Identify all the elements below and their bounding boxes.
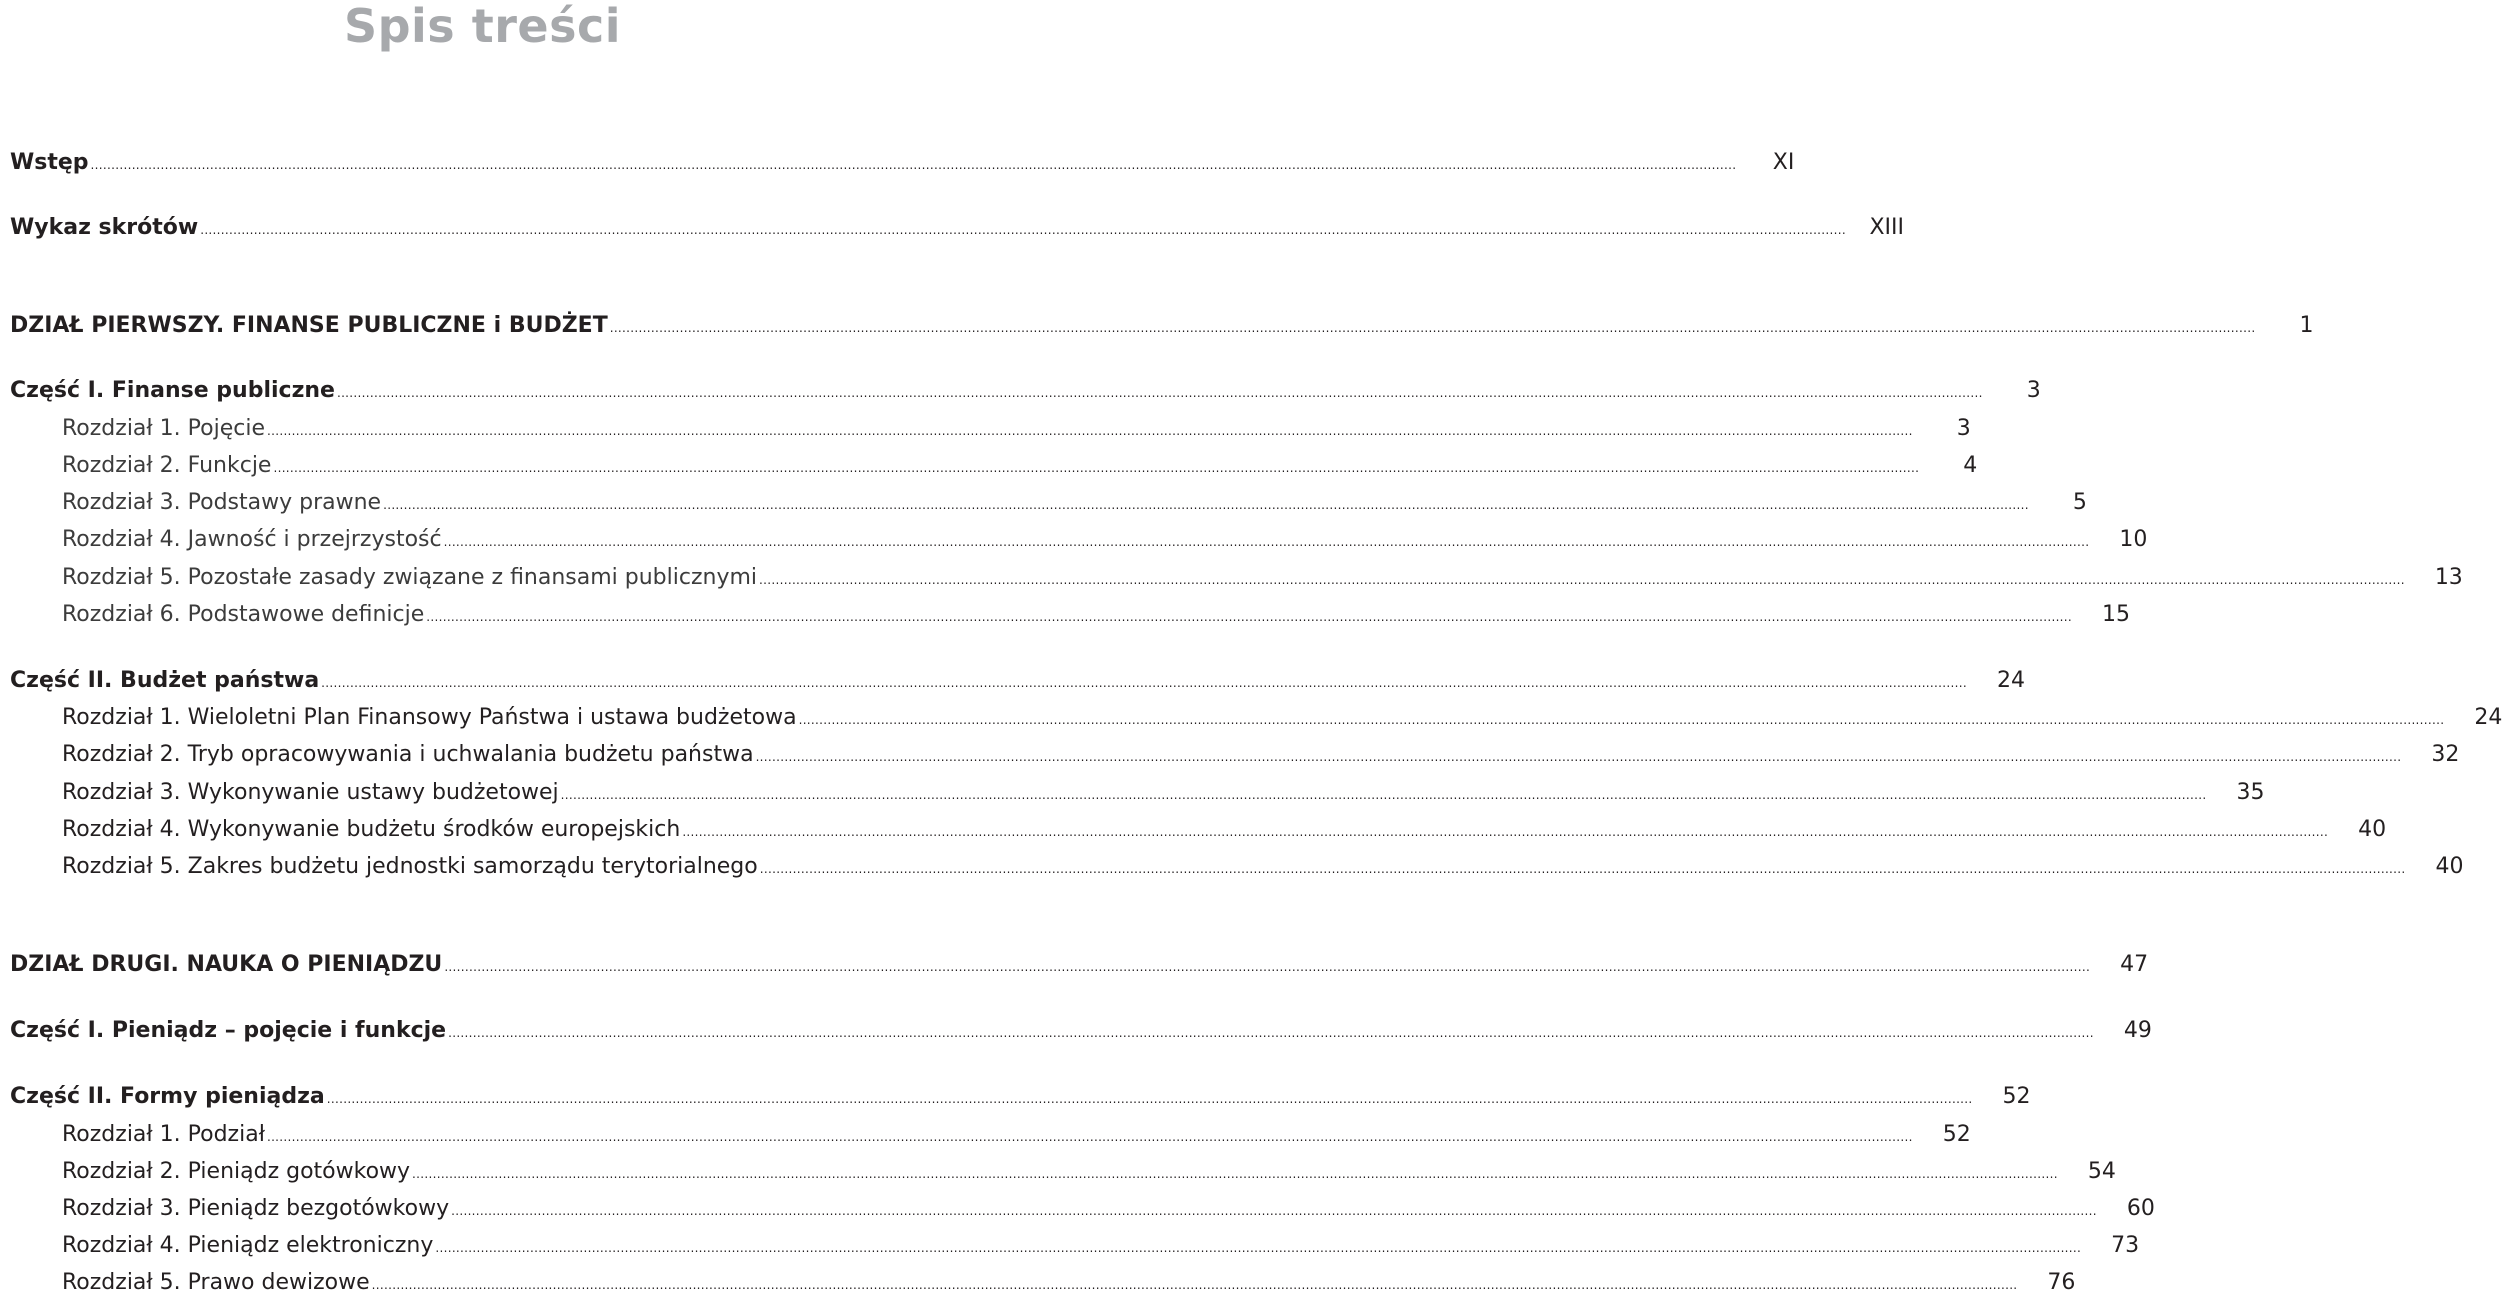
toc-entry-rozdzial[interactable]: [62, 561, 2463, 595]
toc-entry-label: Rozdział 1. Podział: [62, 1122, 265, 1147]
toc-entry-rozdzial[interactable]: [62, 776, 2265, 810]
toc-entry-czesc-2-formy[interactable]: [10, 1080, 2031, 1114]
toc-entry-label: DZIAŁ DRUGI. NAUKA O PIENIĄDZU: [10, 952, 443, 977]
leader-dots: ................................................................................................................................................................................................................................................................................................................................................................................................................: [412, 1167, 2058, 1181]
toc-entry-label: Rozdział 5. Pozostałe zasady związane z finansami publicznymi: [62, 565, 758, 590]
toc-entry-label: Rozdział 5. Prawo dewizowe: [62, 1270, 370, 1295]
leader-dots: ................................................................................................................................................................................................................................................................................................................................................................................................................: [371, 1278, 2018, 1292]
toc-entry-page: 52: [2002, 1084, 2031, 1109]
leader-dots: ................................................................................................................................................................................................................................................................................................................................................................................................................: [560, 788, 2207, 802]
toc-entry-page: 32: [2431, 742, 2460, 767]
toc-entry-label: Rozdział 2. Tryb opracowywania i uchwalania budżetu państwa: [62, 742, 754, 767]
leader-dots: ................................................................................................................................................................................................................................................................................................................................................................................................................: [435, 1241, 2082, 1255]
toc-entry-label: Rozdział 4. Wykonywanie budżetu środków europejskich: [62, 817, 681, 842]
toc-entry-rozdzial[interactable]: [62, 1118, 1971, 1152]
toc-entry-label: Rozdział 3. Wykonywanie ustawy budżetowej: [62, 780, 559, 805]
page-title: Spis treści: [343, 0, 621, 53]
toc-entry-label: Część I. Pieniądz – pojęcie i funkcje: [10, 1018, 447, 1043]
leader-dots: ................................................................................................................................................................................................................................................................................................................................................................................................................: [443, 535, 2090, 549]
leader-dots: ................................................................................................................................................................................................................................................................................................................................................................................................................: [266, 1130, 1913, 1144]
toc-entry-label: Rozdział 3. Podstawy prawne: [62, 490, 382, 515]
toc-entry-rozdzial[interactable]: [62, 449, 1978, 483]
toc-entry-page: 4: [1963, 453, 1978, 478]
toc-entry-czesc-1-finanse[interactable]: [10, 374, 2041, 408]
leader-dots: ................................................................................................................................................................................................................................................................................................................................................................................................................: [383, 498, 2029, 512]
toc-entry-page: 76: [2047, 1270, 2076, 1295]
toc-entry-label: Rozdział 4. Jawność i przejrzystość: [62, 527, 442, 552]
toc-entry-rozdzial[interactable]: [62, 813, 2387, 847]
toc-entry-rozdzial[interactable]: [62, 598, 2131, 632]
toc-entry-page: 5: [2072, 490, 2087, 515]
toc-entry-rozdzial[interactable]: [62, 412, 1971, 446]
toc-entry-label: Rozdział 1. Pojęcie: [62, 416, 265, 441]
toc-entry-page: 54: [2087, 1159, 2116, 1184]
toc-entry-rozdzial[interactable]: [62, 1192, 2155, 1226]
toc-entry-label: Rozdział 2. Funkcje: [62, 453, 272, 478]
toc-entry-wstep[interactable]: [10, 146, 1795, 180]
toc-entry-rozdzial[interactable]: [62, 523, 2148, 557]
leader-dots: ................................................................................................................................................................................................................................................................................................................................................................................................................: [609, 321, 2256, 335]
toc-entry-page: XIII: [1869, 215, 1904, 240]
leader-dots: ................................................................................................................................................................................................................................................................................................................................................................................................................: [759, 862, 2406, 876]
leader-dots: ................................................................................................................................................................................................................................................................................................................................................................................................................: [200, 223, 1846, 237]
toc-entry-czesc-2-budzet[interactable]: [10, 664, 2025, 698]
leader-dots: ................................................................................................................................................................................................................................................................................................................................................................................................................: [321, 676, 1967, 690]
toc-entry-page: 49: [2123, 1018, 2152, 1043]
toc-entry-label: Rozdział 1. Wieloletni Plan Finansowy Państwa i ustawa budżetowa: [62, 705, 797, 730]
toc-entry-label: DZIAŁ PIERWSZY. FINANSE PUBLICZNE i BUDŻET: [10, 313, 608, 338]
leader-dots: ................................................................................................................................................................................................................................................................................................................................................................................................................: [336, 386, 1983, 400]
toc-entry-page: 24: [1996, 668, 2025, 693]
toc-entry-label: Część II. Formy pieniądza: [10, 1084, 325, 1109]
toc-entry-wykaz-skrotow[interactable]: [10, 211, 1904, 245]
leader-dots: ................................................................................................................................................................................................................................................................................................................................................................................................................: [798, 713, 2445, 727]
toc-entry-page: 1: [2299, 313, 2314, 338]
toc-entry-czesc-1-pieniadz[interactable]: [10, 1014, 2152, 1048]
leader-dots: ................................................................................................................................................................................................................................................................................................................................................................................................................: [444, 960, 2091, 974]
toc-entry-page: 73: [2111, 1233, 2140, 1258]
toc-entry-label: Rozdział 4. Pieniądz elektroniczny: [62, 1233, 434, 1258]
toc-entry-page: 3: [2026, 378, 2041, 403]
toc-entry-page: 40: [2435, 854, 2464, 879]
toc-entry-rozdzial[interactable]: [62, 1155, 2116, 1189]
toc-entry-label: Rozdział 2. Pieniądz gotówkowy: [62, 1159, 411, 1184]
toc-entry-page: XI: [1772, 150, 1795, 175]
leader-dots: ................................................................................................................................................................................................................................................................................................................................................................................................................: [273, 461, 1920, 475]
toc-entry-page: 47: [2120, 952, 2149, 977]
toc-entry-rozdzial[interactable]: [62, 1229, 2140, 1263]
leader-dots: ................................................................................................................................................................................................................................................................................................................................................................................................................: [266, 424, 1913, 438]
toc-entry-label: Część II. Budżet państwa: [10, 668, 320, 693]
toc-entry-rozdzial[interactable]: [62, 850, 2464, 884]
toc-entry-dzial-pierwszy[interactable]: [10, 309, 2314, 343]
leader-dots: ................................................................................................................................................................................................................................................................................................................................................................................................................: [426, 610, 2073, 624]
leader-dots: ................................................................................................................................................................................................................................................................................................................................................................................................................: [755, 750, 2402, 764]
leader-dots: ................................................................................................................................................................................................................................................................................................................................................................................................................: [448, 1026, 2094, 1040]
toc-entry-page: 52: [1942, 1122, 1971, 1147]
toc-entry-page: 35: [2236, 780, 2265, 805]
toc-entry-label: Wstęp: [10, 150, 89, 175]
toc-entry-label: Wykaz skrótów: [10, 215, 199, 240]
toc-entry-page: 60: [2126, 1196, 2155, 1221]
leader-dots: ................................................................................................................................................................................................................................................................................................................................................................................................................: [90, 158, 1737, 172]
toc-entry-page: 13: [2434, 565, 2463, 590]
toc-entry-rozdzial[interactable]: [62, 738, 2460, 772]
toc-entry-dzial-drugi[interactable]: [10, 948, 2149, 982]
leader-dots: ................................................................................................................................................................................................................................................................................................................................................................................................................: [451, 1204, 2097, 1218]
leader-dots: ................................................................................................................................................................................................................................................................................................................................................................................................................: [326, 1092, 1973, 1106]
toc-entry-rozdzial[interactable]: [62, 1266, 2076, 1300]
toc-entry-label: Rozdział 5. Zakres budżetu jednostki samorządu terytorialnego: [62, 854, 758, 879]
toc-entry-page: 24: [2474, 705, 2502, 730]
toc-entry-page: 3: [1956, 416, 1971, 441]
toc-entry-rozdzial[interactable]: [62, 701, 2502, 735]
leader-dots: ................................................................................................................................................................................................................................................................................................................................................................................................................: [759, 573, 2405, 587]
toc-entry-page: 10: [2119, 527, 2148, 552]
toc-entry-rozdzial[interactable]: [62, 486, 2087, 520]
toc-entry-label: Rozdział 3. Pieniądz bezgotówkowy: [62, 1196, 450, 1221]
toc-entry-label: Rozdział 6. Podstawowe definicje: [62, 602, 425, 627]
leader-dots: ................................................................................................................................................................................................................................................................................................................................................................................................................: [682, 825, 2329, 839]
toc-entry-page: 15: [2102, 602, 2131, 627]
toc-entry-page: 40: [2358, 817, 2387, 842]
toc-entry-label: Część I. Finanse publiczne: [10, 378, 335, 403]
